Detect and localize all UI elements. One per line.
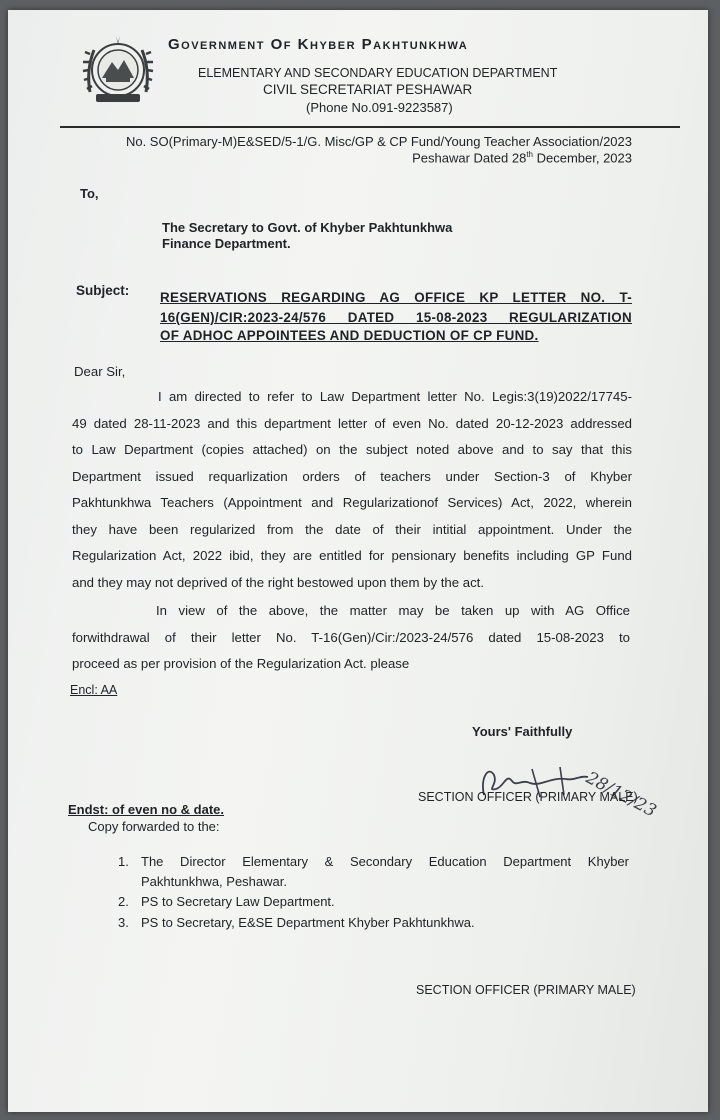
- signatory-title-2: SECTION OFFICER (PRIMARY MALE): [416, 983, 636, 997]
- letter-reference-number: No. SO(Primary-M)E&SED/5-1/G. Misc/GP & CP Fund/Young Teacher Association/2023: [125, 134, 632, 149]
- paragraph-1-line: Pakhtunkhwa Teachers (Appointment and Regularizationof Services) Act, 2022, wherein: [72, 495, 632, 510]
- paragraph-2-line: In view of the above, the matter may be taken up with AG Office: [156, 603, 630, 618]
- subject-label: Subject:: [76, 283, 130, 298]
- endorsement-label: Endst: of even no & date.: [68, 802, 225, 817]
- copy-item-1-line-2: Pakhtunkhwa, Peshawar.: [141, 874, 287, 889]
- phone-number: (Phone No.091-9223587): [306, 100, 453, 115]
- kp-government-emblem: [80, 32, 156, 108]
- letter-date: Peshawar Dated 28th December, 2023: [412, 150, 632, 166]
- copy-item-3-number: 3.: [118, 915, 129, 930]
- paragraph-1-line: Department issued requarlization orders of teachers under Section-3 of Khyber: [72, 468, 632, 484]
- subject-line-2: 16(GEN)/CIR:2023-24/576 DATED 15-08-2023 REGULARIZATION: [160, 310, 632, 325]
- paragraph-2-line: proceed as per provision of the Regularization Act. please: [72, 656, 410, 671]
- body-paragraph-1: [72, 384, 632, 596]
- department-name: ELEMENTARY AND SECONDARY EDUCATION DEPARTMENT: [198, 66, 558, 80]
- copy-item-3-line-1: PS to Secretary, E&SE Department Khyber Pakhtunkhwa.: [141, 915, 475, 930]
- copy-item-1-number: 1.: [118, 854, 129, 869]
- copy-forwarded-line: Copy forwarded to the:: [88, 819, 220, 834]
- to-label: To,: [80, 186, 99, 201]
- paragraph-1-line: and they may not deprived of the right bestowed upon them by the act.: [72, 574, 484, 590]
- subject-line-3: OF ADHOC APPOINTEES AND DEDUCTION OF CP FUND.: [160, 328, 539, 343]
- copy-item-1-line-1: The Director Elementary & Secondary Education Department Khyber: [141, 854, 629, 869]
- paragraph-1-line: Regularization Act, 2022 ibid, they are entitled for pensionary benefits including GP Fund: [72, 548, 632, 563]
- closing-yours-faithfully: Yours' Faithfully: [472, 724, 573, 739]
- paragraph-1-line: 49 dated 28-11-2023 and this department letter of even No. dated 20-12-2023 addressed: [72, 415, 632, 431]
- header-rule: [60, 126, 680, 128]
- paragraph-1-line: I am directed to refer to Law Department letter No. Legis:3(19)2022/17745-: [158, 389, 632, 404]
- body-paragraph-2: [72, 598, 630, 678]
- signatory-title: SECTION OFFICER (PRIMARY MALE): [418, 790, 638, 804]
- addressee-line-1: The Secretary to Govt. of Khyber Pakhtunkhwa: [162, 220, 453, 235]
- copy-item-2-number: 2.: [118, 894, 129, 909]
- subject-line-1: RESERVATIONS REGARDING AG OFFICE KP LETTER NO. T-: [160, 290, 632, 305]
- paragraph-2-line: forwithdrawal of their letter No. T-16(Gen)/Cir:/2023-24/576 dated 15-08-2023 to: [72, 629, 630, 645]
- addressee-line-2: Finance Department.: [162, 236, 291, 251]
- paragraph-1-line: to Law Department (copies attached) on the subject noted above and to say that this: [72, 442, 632, 457]
- paragraph-1-line: they have been regularized from the date of their intitial appointment. Under the: [72, 521, 632, 537]
- government-title: Government Of Khyber Pakhtunkhwa: [168, 36, 469, 53]
- office-name: CIVIL SECRETARIAT PESHAWAR: [263, 82, 473, 97]
- handwritten-date: 28/12/23: [582, 768, 660, 822]
- salutation: Dear Sir,: [74, 364, 126, 379]
- enclosure-note: Encl: AA: [70, 683, 118, 697]
- copy-item-2-line-1: PS to Secretary Law Department.: [141, 894, 335, 909]
